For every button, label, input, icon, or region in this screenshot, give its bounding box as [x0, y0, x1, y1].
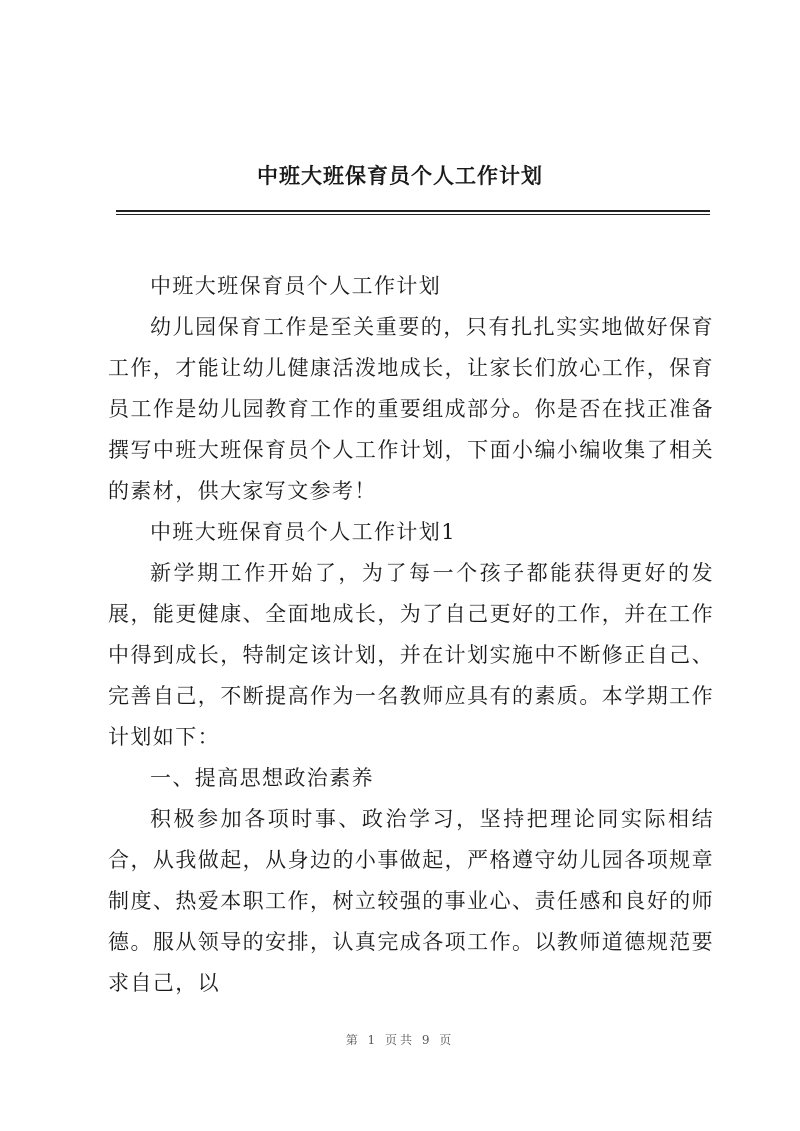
- page-number-footer: 第 1 页共 9 页: [345, 1033, 455, 1047]
- paragraph-section-title: 中班大班保育员个人工作计划1: [150, 520, 456, 544]
- paragraph-subheading: 一、提高思想政治素养: [150, 766, 374, 790]
- paragraph-content: 积极参加各项时事、政治学习，坚持把理论同实际相结合，从我做起，从身边的小事做起，严格遵守幼儿园各项规章制度、热爱本职工作，树立较强的事业心、责任感和良好的师德。服从领导的安排，认真完成各项工作。以教师道德规范要求自己，以: [108, 807, 714, 995]
- paragraph-intro: 幼儿园保育工作是至关重要的，只有扎扎实实地做好保育工作，才能让幼儿健康活泼地成长，让家长们放心工作，保育员工作是幼儿园教育工作的重要组成部分。你是否在找正准备撰写中班大班保育员个人工作计划，下面小编小编收集了相关的素材，供大家写文参考！: [108, 315, 714, 503]
- document-body: [108, 266, 714, 1004]
- title-divider: [116, 210, 710, 212]
- paragraph-plan-intro: 新学期工作开始了，为了每一个孩子都能获得更好的发展，能更健康、全面地成长，为了自己更好的工作，并在工作中得到成长，特制定该计划，并在计划实施中不断修正自己、完善自己，不断提高作为一名教师应具有的素质。本学期工作计划如下：: [108, 561, 714, 749]
- paragraph-heading: 中班大班保育员个人工作计划: [150, 274, 442, 298]
- document-title: 中班大班保育员个人工作计划: [257, 163, 543, 188]
